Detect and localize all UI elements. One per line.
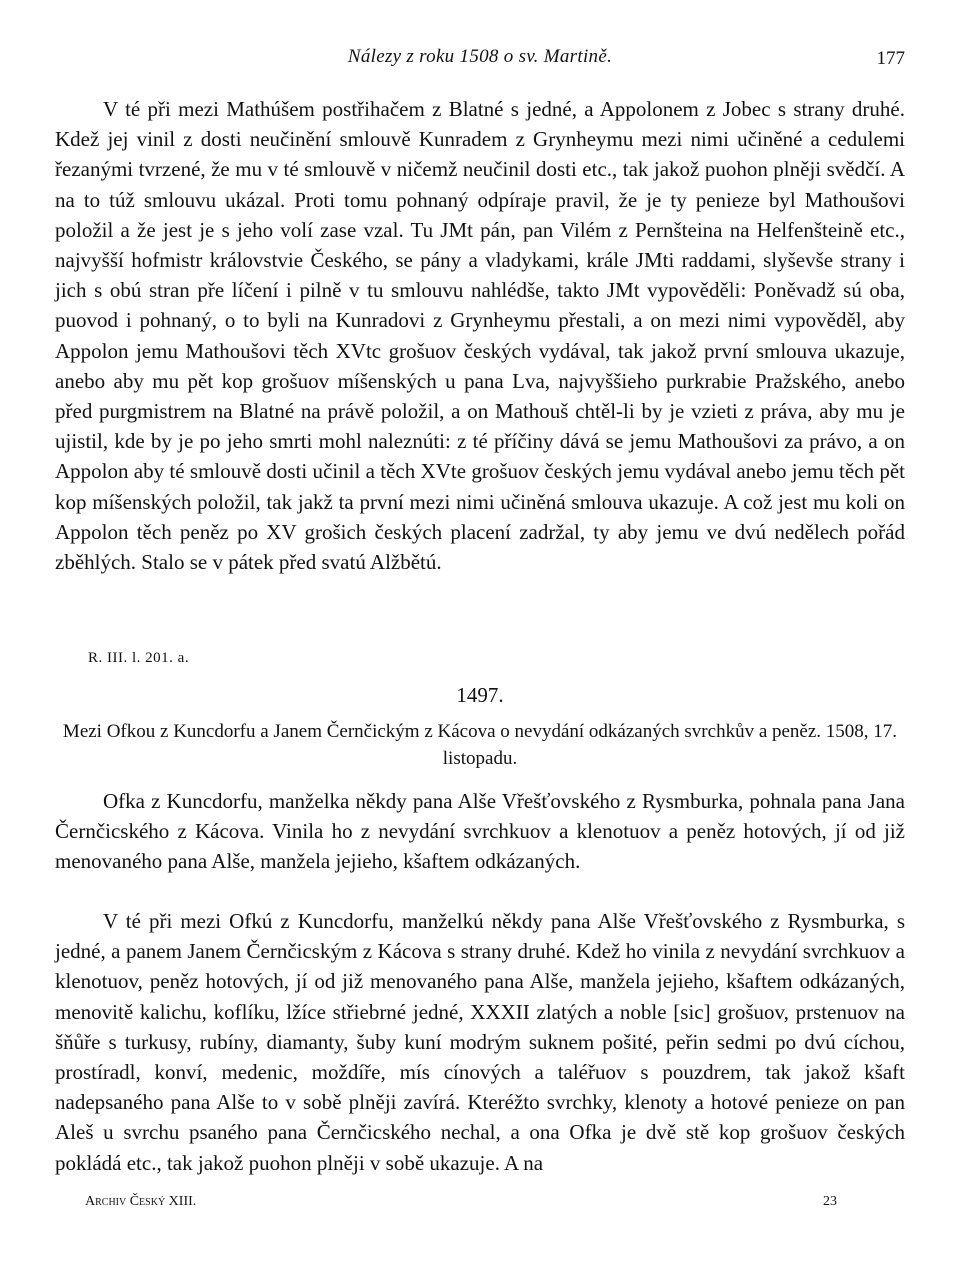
page-header <box>55 46 905 76</box>
document-page <box>55 0 905 1280</box>
paragraph-text: V té při mezi Ofkú z Kuncdorfu, manželkú někdy pana Alše Vřešťovského z Rysmburka, s jedné, a panem Janem Černčicským z Kácova s strany druhé. Kdež ho vinila z nevydání svrchkuov a klenotuov, peněz hotových, jí od již menovaného pana Alše, manžela jejieho, kšaftem odkázaných, menovitě kalichu, koflíku, lžíce střiebrné jedné, XXXII zlatých a noble [sic] grošuov, prstenuov na šňůře s turkusy, rubíny, diamanty, šuby kuní modrým suknem pošité, peřin sedmi po dvú cíchou, prostíradl, konví, medenic, moždíře, mís cínových a taléřuov s pouzdrem, tak jakož kšaft nadepsaného pana Alše to v sobě plněji zavírá. Kteréžto svrchky, klenoty a hotové penieze on pan Aleš u svrchu psaného pana Černčicského nechal, a ona Ofka je dvě stě kop grošuov českých pokládá etc., tak jakož puohon plněji v sobě ukazuje. A na <box>55 909 905 1175</box>
footer-signature: Archiv Český XIII. <box>85 1194 197 1209</box>
archive-reference: R. III. l. 201. a. <box>88 650 190 666</box>
running-title: Nálezy z roku 1508 o sv. Martině. <box>347 46 613 67</box>
abstract-text: Ofka z Kuncdorfu, manželka někdy pana Alše Vřešťovského z Rysmburka, pohnala pana Jana Černčicského z Kácova. Vinila ho z nevydání svrchkuov a klenotuov a peněz hotových, jí od již menovaného pana Alše, manžela jejieho, kšaftem odkázaných. <box>55 789 905 874</box>
document-heading: Mezi Ofkou z Kuncdorfu a Janem Černčickým z Kácova o nevydání odkázaných svrchkův a peněz. 1508, 17. listopadu. <box>62 721 898 769</box>
document-paragraph <box>55 906 905 1178</box>
page-number: 177 <box>876 48 905 69</box>
paragraph-text: V té při mezi Mathúšem postřihačem z Blatné s jedné, a Appolonem z Jobec s strany druhé. Kdež jej vinil z dosti neučinění smlouvě Kunradem z Grynheymu mezi nimi učiněné a cedulemi řezanými tvrzené, že mu v té smlouvě v ničemž neučinil dosti etc., tak jakož puohon plněji svědčí. A na to túž smlouvu ukázal. Proti tomu pohnaný odpíraje pravil, že je ty penieze byl Mathoušovi položil a že jest je s jeho volí zase vzal. Tu JMt pán, pan Vilém z Pernšteina na Helfenšteině etc., najvyšší hofmistr královstvie Českého, se pány a vladykami, krále JMti raddami, slyševše strany i jich s obú stran pře líčení i pilně v tu smlouvu nahlédše, takto JMt vypověděli: Poněvadž sú oba, puovod i pohnaný, o to byli na Kunradovi z Grynheymu přestali, a on mezi nimi vypověděl, aby Appolon jemu Mathoušovi těch XVtc grošuov českých vydával, tak jakož první smlouva ukazuje, anebo aby mu pět kop grošuov míšenských u pana Lva, najvyššieho purkrabie Pražského, anebo před purgmistrem na Blatné na právě položil, a on Mathouš chtěl-li by je vzieti z práva, aby mu je ujistil, kde by je po jeho smrti mohl naleznúti: z té příčiny dává se jemu Mathoušovi za právo, a on Appolon aby té smlouvě dosti učinil a těch XVte grošuov českých jemu vydával anebo jemu těch pět kop míšenských položil, tak jakž ta první mezi nimi učiněná smlouva ukazuje. A což jest mu koli on Appolon těch peněz po XV grošich českých placení zadržal, ty aby jemu ve dvú nedělech pořád zběhlých. Stalo se v pátek před svatú Alžbětú. <box>55 97 905 575</box>
document-abstract <box>55 786 905 877</box>
judgment-paragraph <box>55 94 905 577</box>
document-number: 1497. <box>456 683 504 707</box>
footer-sheet-number: 23 <box>823 1194 837 1209</box>
page-footer <box>85 1194 905 1218</box>
